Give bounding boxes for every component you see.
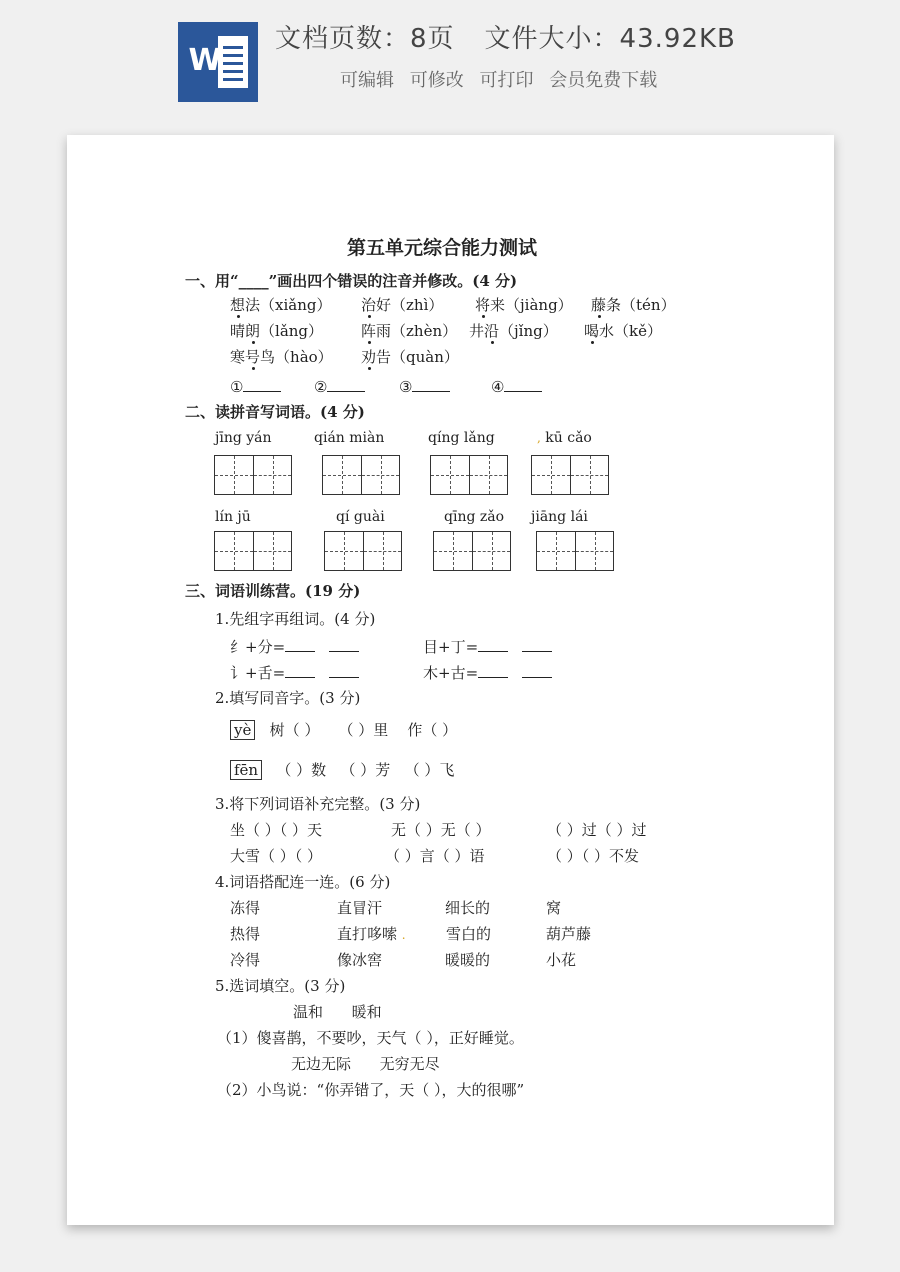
match-word: 热得 [230,925,261,943]
pinyin-label: qí guài [336,509,385,525]
word-choice: 温和 暖和 [293,1003,382,1021]
compose-item[interactable]: 纟+分= [230,636,359,657]
idiom-item: （ ）言（ ）语 [385,847,485,865]
section-2-heading: 二、读拼音写词语。(4 分) [185,403,365,421]
homophone-row: fēn （ ）数 （ ）芳 （ ）飞 [230,760,454,780]
question-5-title: 5.选词填空。(3 分) [215,977,346,995]
writing-grid[interactable] [214,455,292,495]
compose-item[interactable]: 木+古= [423,662,552,683]
answer-blank[interactable]: ③ [399,376,450,397]
pinyin-label: qíng lǎng [428,430,495,446]
writing-grid[interactable] [433,531,511,571]
doc-page-shape [218,36,248,88]
fill-sentence: （1）傻喜鹊，不要吵，天气（ ），正好睡觉。 [217,1029,524,1047]
match-word: 暖暖的 [445,951,491,969]
compose-item[interactable]: 目+丁= [423,636,552,657]
writing-grid[interactable] [430,455,508,495]
pinyin-item: 藤条（tén） [591,296,676,314]
match-word: 雪白的 [446,925,492,943]
pinyin-item: 治好（zhì） [361,296,444,314]
question-3-title: 3.将下列词语补充完整。(3 分) [215,795,421,813]
file-size: 文件大小：43.92KB [484,24,736,54]
answer-blank[interactable]: ① [230,376,281,397]
download-banner [0,0,900,125]
banner-title [275,18,736,58]
idiom-item: 无（ ）无（ ） [391,821,491,839]
pinyin-label: lín jū [215,509,251,525]
pinyin-label: , kū cǎo [537,430,592,446]
pinyin-box: yè [230,720,255,740]
pinyin-label: qīng zǎo [444,509,505,525]
writing-grid[interactable] [536,531,614,571]
writing-grid[interactable] [324,531,402,571]
feature-free-download: 会员免费下载 [549,70,658,91]
match-word: 细长的 [445,899,491,917]
pinyin-item: 劝告（quàn） [361,348,459,366]
word-letter: W [188,43,222,78]
match-word: 小花 [546,951,577,969]
match-word: 冷得 [230,951,261,969]
pinyin-item: 想法（xiǎng） [230,296,332,314]
stray-mark: . [401,928,406,942]
compose-item[interactable]: 讠+舌= [230,662,359,683]
word-choice: 无边无际 无穷无尽 [291,1055,440,1073]
pinyin-label: jiāng lái [531,509,588,525]
feature-editable: 可编辑 [340,70,394,91]
stray-mark: , [537,431,541,445]
fill-sentence: （2）小鸟说：“你弄错了，天（ ），大的很哪” [217,1081,525,1099]
question-2-title: 2.填写同音字。(3 分) [215,689,361,707]
pinyin-item: 井沿（jǐng） [469,322,558,340]
pinyin-item: 喝水（kě） [584,322,662,340]
answer-blank[interactable]: ④ [491,376,542,397]
answer-blank[interactable]: ② [314,376,365,397]
match-word: 直打哆嗦 . [337,925,406,943]
feature-list [340,66,657,92]
homophone-row: yè 树（ ） （ ）里 作（ ） [230,720,457,740]
match-word: 直冒汗 [337,899,383,917]
match-word: 葫芦藤 [546,925,592,943]
feature-printable: 可打印 [479,70,534,91]
match-word: 冻得 [230,899,261,917]
idiom-item: 大雪（ ）（ ） [230,847,323,865]
pinyin-item: 阵雨（zhèn） [361,322,458,340]
pinyin-item: 寒号鸟（hào） [230,348,333,366]
writing-grid[interactable] [322,455,400,495]
pinyin-item: 将来（jiàng） [475,296,573,314]
page-count: 文档页数：8页 [275,24,455,54]
word-doc-icon [178,22,258,102]
pinyin-box: fēn [230,760,262,780]
writing-grid[interactable] [531,455,609,495]
writing-grid[interactable] [214,531,292,571]
section-3-heading: 三、词语训练营。(19 分) [185,582,361,600]
document-page [67,135,834,1225]
page-title: 第五单元综合能力测试 [347,237,538,259]
idiom-item: （ ）（ ）不发 [547,847,640,865]
pinyin-label: qián miàn [314,430,385,446]
pinyin-label: jīng yán [215,430,272,446]
question-4-title: 4.词语搭配连一连。(6 分) [215,873,391,891]
idiom-item: （ ）过（ ）过 [547,821,647,839]
question-1-title: 1.先组字再组词。(4 分) [215,610,376,628]
idiom-item: 坐（ ）（ ）天 [230,821,323,839]
match-word: 窝 [546,899,562,917]
match-word: 像冰窖 [337,951,383,969]
feature-modifiable: 可修改 [409,70,464,91]
pinyin-item: 晴朗（lǎng） [230,322,324,340]
section-1-heading: 一、用“____”画出四个错误的注音并修改。(4 分) [185,272,518,290]
